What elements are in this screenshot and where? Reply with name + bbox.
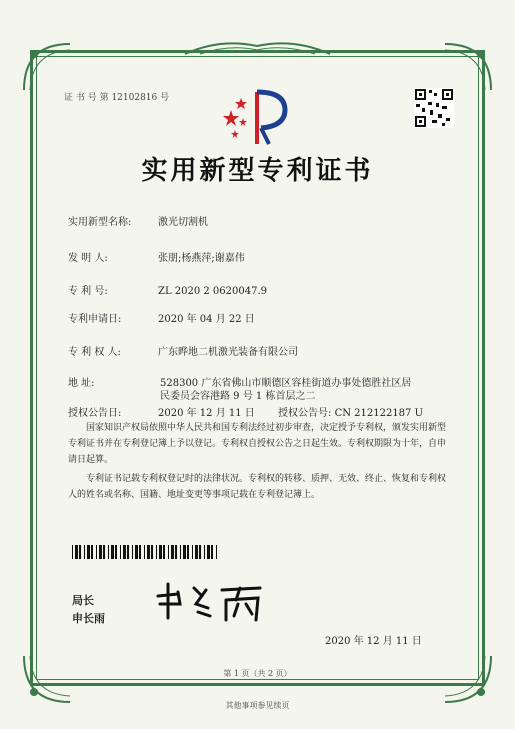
certificate-title: 实用新型专利证书 — [141, 156, 374, 186]
field-grant-date: 授权公告日: 2020 年 12 月 11 日 — [68, 408, 255, 419]
certificate-number: 证 书 号 第 12102816 号 — [64, 93, 170, 103]
bureau-title-label: 局长 — [72, 594, 94, 607]
field-utility-model-name: 实用新型名称: 激光切割机 — [68, 217, 208, 228]
field-patent-number: 专 利 号: ZL 2020 2 0620047.9 — [68, 286, 268, 297]
address-line-1: 528300 广东省佛山市顺德区容桂街道办事处德胜社区居 — [160, 378, 412, 389]
field-address: 地 址: — [68, 378, 95, 389]
field-inventor: 发 明 人: 张朋;杨燕萍;谢嘉伟 — [68, 253, 245, 264]
paragraph-legal-status: 专利证书记载专利权登记时的法律状况。专利权的转移、质押、无效、终止、恢复和专利权人的姓名或名称、国籍、地址变更等事项记载在专利登记簿上。 — [68, 474, 447, 500]
page-number: 第 1 页（共 2 页） — [223, 669, 292, 678]
address-line-2: 民委员会容港路 9 号 1 栋首层之二 — [160, 391, 316, 402]
issue-date: 2020 年 12 月 11 日 — [325, 636, 422, 647]
chinese-patent-office-logo-icon — [223, 88, 293, 146]
top-ornament-icon — [180, 36, 335, 58]
qr-code-icon — [414, 88, 454, 128]
footer-note: 其他事项参见续页 — [225, 701, 290, 710]
signature-icon — [150, 578, 270, 623]
paragraph-grant-statement: 国家知识产权局依照中华人民共和国专利法经过初步审查，决定授予专利权，颁发实用新型专利证书并在专利登记簿上予以登记。专利权自授权公告之日起生效。专利权期限为十年，自申请日起算。 — [68, 423, 447, 465]
bureau-chief-name: 申长雨 — [72, 612, 105, 625]
field-patentee: 专 利 权 人: 广东晔地二机激光装备有限公司 — [68, 347, 298, 358]
barcode-icon — [72, 545, 220, 559]
field-filing-date: 专利申请日: 2020 年 04 月 22 日 — [68, 314, 255, 325]
field-grant-number: 授权公告号: CN 212122187 U — [278, 408, 424, 419]
corner-ornament-icon — [18, 38, 76, 96]
